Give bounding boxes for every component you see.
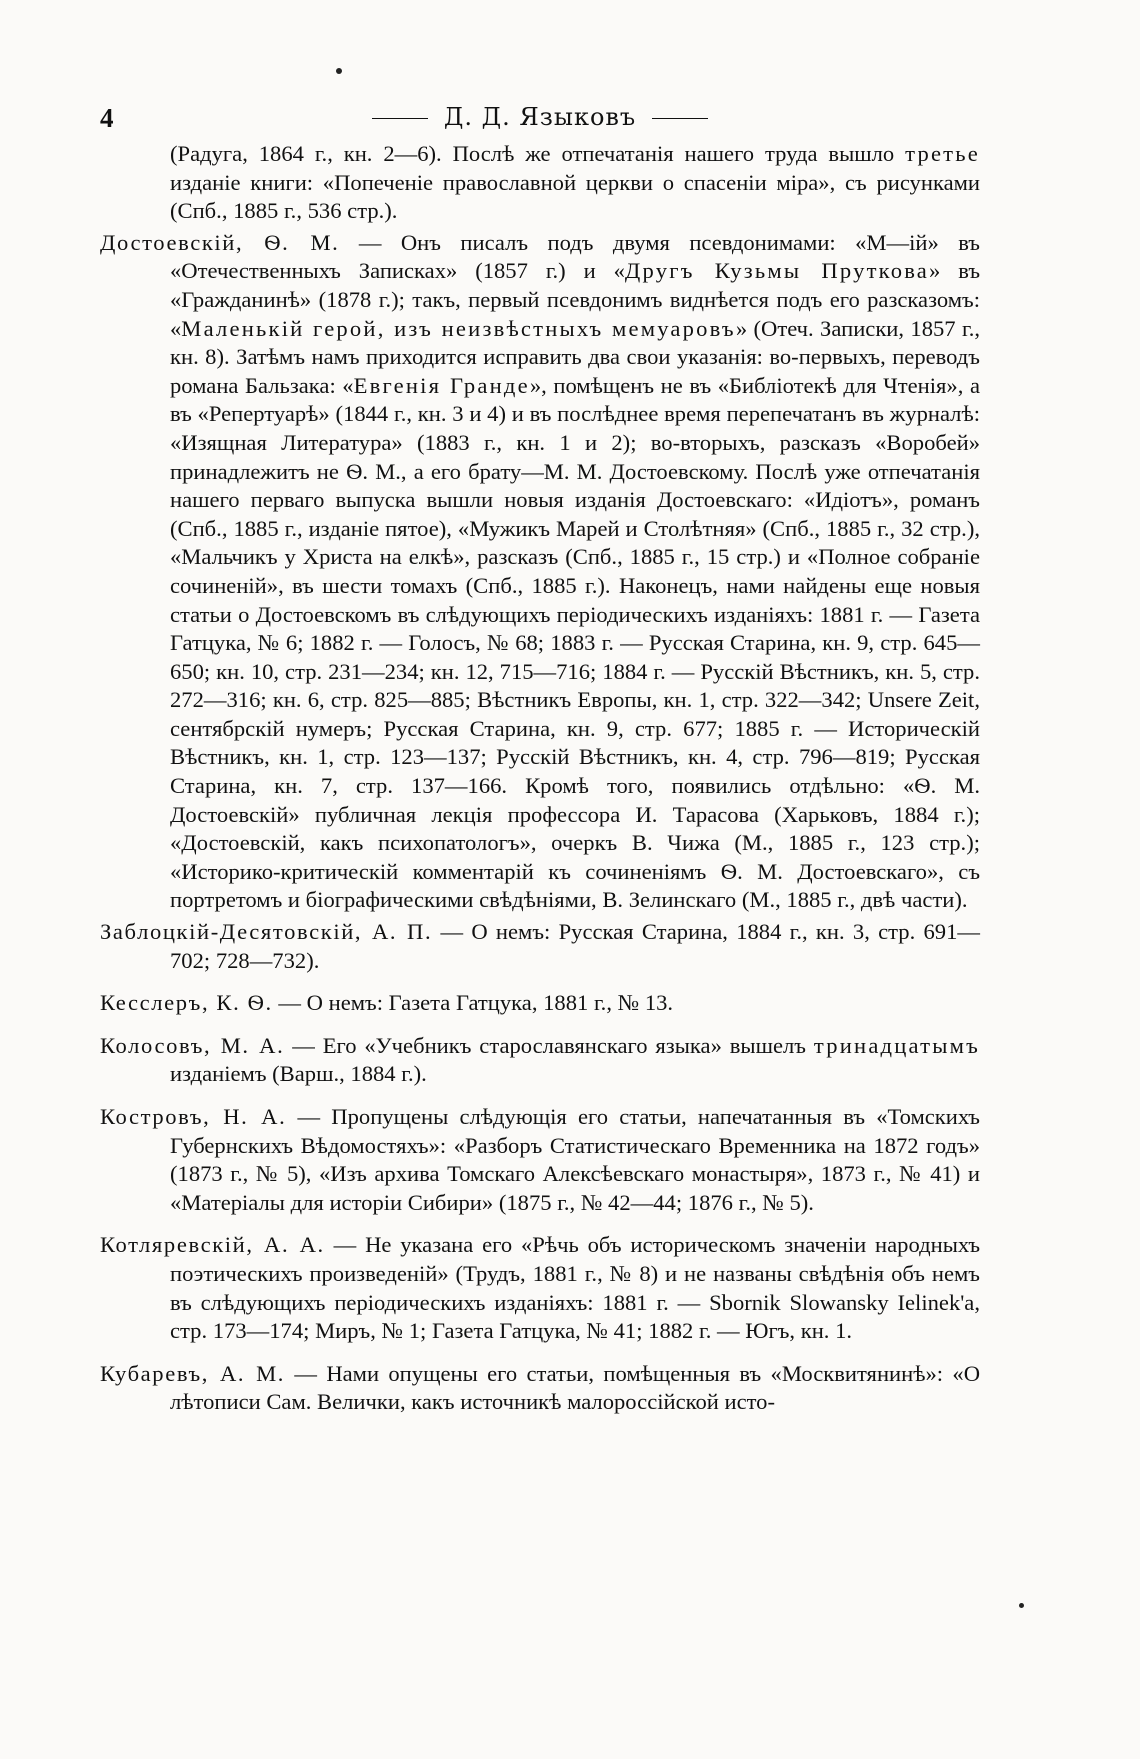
running-title [100,103,980,131]
entry-kolosov: Колосовъ, М. А. — Его «Учебникъ старославянскаго языка» вышелъ тринадцатымъ изданіемъ (Варш., 1884 г.). [100,1032,981,1087]
entry-kotlyarevsky: Котляревскій, А. А. — Не указана его «Рѣчь объ историческомъ значеніи народныхъ поэтическихъ произведеній» (Трудъ, 1881 г., № 8) и не названы свѣдѣнія объ немъ въ слѣдующихъ періодическихъ изданіяхъ: 1881 г. — Sbornik Slowansky Ielinek'a, стр. 173—174; Миръ, № 1; Газета Гатцука, № 41; 1882 г. — Югъ, кн. 1. [100,1232,980,1344]
scan-speck [1019,1603,1024,1608]
entry-name: Достоевскій, Ѳ. М. [100,229,340,255]
page-number: 4 [100,103,114,133]
entry-name: Костровъ, Н. А. [100,1104,287,1129]
scan-speck [336,68,342,74]
entry-kubarev: Кубаревъ, А. М. — Нами опущены его статьи, помѣщенныя въ «Москвитянинѣ»: «О лѣтописи Сам. Велички, какъ источникѣ малороссійской исто- [100,1360,981,1415]
entry-name: Кесслеръ, К. Ѳ. [100,990,273,1016]
title-rule-left [372,118,428,119]
title-rule-right [652,118,708,119]
entry-name: Кубаревъ, А. М. [100,1360,286,1386]
entry-name: Колосовъ, М. А. [100,1032,285,1058]
entry-zablotsky: Заблоцкій-Десятовскій, А. П. — О немъ: Русская Старина, 1884 г., кн. 3, стр. 691—702; 728—732). [100,919,980,973]
entry-kostrov: Костровъ, Н. А. — Пропущены слѣдующія его статьи, напечатанныя въ «Томскихъ Губернскихъ Вѣдомостяхъ»: «Разборъ Статистическаго Временника на 1872 годъ» (1873 г., № 5), «Изъ архива Томскаго Алексѣевскаго монастыря», 1873 г., № 41) и «Матеріалы для исторіи Сибири» (1875 г., № 42—44; 1876 г., № 5). [100,1104,980,1215]
page-header [100,103,980,143]
entry-continuation: (Радуга, 1864 г., кн. 2—6). Послѣ же отпечатанія нашего труда вышло третье изданіе книги: «Попеченіе православной церкви о спасеніи міра», съ рисунками (Спб., 1885 г., 536 стр.). [170,141,980,224]
entry-name: Заблоцкій-Десятовскій, А. П. [100,919,433,945]
entry-dostoevsky: Достоевскій, Ѳ. М. — Онъ писалъ подъ двумя псевдонимами: «М—ій» въ «Отечественныхъ Записках» (1857 г.) и «Другъ Кузьмы Пруткова» въ «Гражданинѣ» (1878 г.); такъ, первый псевдонимъ виднѣется подъ его разсказомъ: «Маленькій герой, изъ неизвѣстныхъ мемуаровъ» (Отеч. Записки, 1857 г., кн. 8). Затѣмъ намъ приходится исправить два свои указанія: во-первыхъ, переводъ романа Бальзака: «Евгенія Гранде», помѣщенъ не въ «Библіотекѣ для Чтенія», а въ «Репертуарѣ» (1844 г., кн. 3 и 4) и въ послѣднее время перепечатанъ въ журналѣ: «Изящная Литература» (1883 г., кн. 1 и 2); во-вторыхъ, разсказъ «Воробей» принадлежитъ не Ѳ. М., а его брату—М. М. Достоевскому. Послѣ уже отпечатанія нашего перваго выпуска вышли новыя изданія Достоевскаго: «Идіотъ», романъ (Спб., 1885 г., изданіе пятое), «Мужикъ Марей и Столѣтняя» (Спб., 1885 г., 32 стр.), «Мальчикъ у Христа на елкѣ», разсказъ (Спб., 1885 г., 15 стр.) и «Полное собраніе сочиненій», въ шести томахъ (Спб., 1885 г.). Наконецъ, нами найдены еще новыя статьи о Достоевскомъ въ слѣдующихъ періодическихъ изданіяхъ: 1881 г. — Газета Гатцука, № 6; 1882 г. — Голосъ, № 68; 1883 г. — Русская Старина, кн. 9, стр. 645—650; кн. 10, стр. 231—234; кн. 12, 715—716; 1884 г. — Русскій Вѣстникъ, кн. 5, стр. 272—316; кн. 6, стр. 825—885; Вѣстникъ Европы, кн. 1, стр. 322—342; Unsere Zeit, сентябрскій нумеръ; Русская Старина, кн. 9, стр. 677; 1885 г. — Историческій Вѣстникъ, кн. 1, стр. 123—137; Русскій Вѣстникъ, кн. 4, стр. 796—819; Русская Старина, кн. 7, стр. 137—166. Кромѣ того, появились отдѣльно: «Ѳ. М. Достоевскій» публичная лекція профессора И. Тарасова (Харьковъ, 1884 г.); «Достоевскій, какъ психопатологъ», очеркъ В. Чижа (М., 1885 г., 123 стр.); «Историко-критическій комментарій къ сочиненіямъ Ѳ. М. Достоевскаго», съ портретомъ и біографическими свѣдѣніями, В. Зелинскаго (М., 1885 г., двѣ части). [100,229,980,913]
running-title-text: Д. Д. Языковъ [443,103,637,131]
entry-name: Котляревскій, А. А. [100,1232,325,1258]
bibliography-text [100,140,980,1417]
entry-kessler: Кесслеръ, К. Ѳ. — О немъ: Газета Гатцука, 1881 г., № 13. [100,990,674,1016]
